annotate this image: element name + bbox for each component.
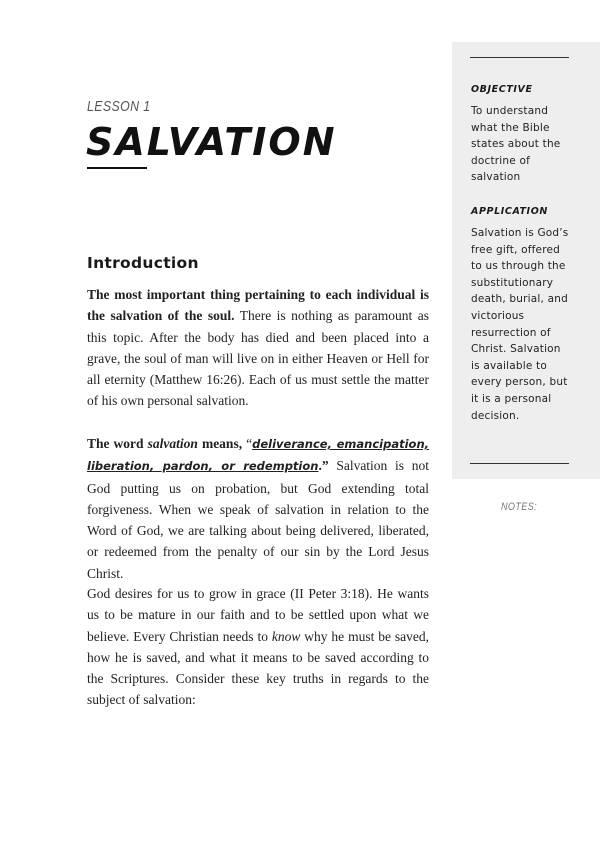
notes-label: NOTES:: [501, 501, 538, 513]
title-underline: [87, 167, 147, 169]
salvation-definition: deliverance, emancipation, liberation, pardon, or redemption: [87, 437, 429, 474]
paragraph-1: [87, 284, 429, 412]
paragraph-2-lead: [87, 436, 242, 451]
paragraph-3-end: why he must be saved, how he is saved, and what it means to be saved according to the Scriptures. Consider these key truths in regards to the subject of salvation:: [87, 628, 429, 708]
lesson-title: SALVATION: [86, 120, 337, 164]
paragraph-1-lead: The most important thing pertaining to each individual is the salvation of the soul.: [87, 287, 429, 324]
paragraph-2: [87, 433, 429, 584]
section-heading-introduction: Introduction: [87, 254, 199, 272]
paragraph-2-lead-start: The word: [87, 436, 148, 451]
sidebar-top-rule: [470, 57, 569, 58]
objective-text: To understand what the Bible states about the doctrine of salvation: [471, 105, 561, 184]
lesson-label: LESSON 1: [87, 98, 151, 115]
paragraph-3: [87, 583, 429, 711]
objective-heading: OBJECTIVE: [471, 84, 533, 95]
paragraph-2-body: Salvation is not God putting us on probation, but God extending total forgiveness. When we speak of salvation in relation to the Word of God, we are talking about being delivered, liberated, or redeemed from the penalty of our sin by the Lord Jesus Christ.: [87, 458, 430, 581]
emphasis-know: know: [271, 628, 301, 644]
paragraph-1-body: There is nothing as paramount as this topic. After the body has died and been placed into a grave, the soul of man will live on in either Heaven or Hell for all eternity (Matthew 16:26). Each of us must settle the matter of his own personal salvation.: [87, 308, 429, 409]
term-salvation: salvation: [147, 436, 198, 451]
application-heading: APPLICATION: [471, 206, 548, 217]
paragraph-2-lead-end: means,: [197, 436, 243, 451]
sidebar-bottom-rule: [470, 463, 569, 464]
paragraph-3-start: God desires for us to grow in grace (II Peter 3:18). He wants us to be mature in our faith and to be settled upon what we believe. Every Christian needs to: [87, 586, 429, 644]
application-text: Salvation is God’s free gift, offered to us through the substitutionary death, burial, and victorious resurrection of Christ. Salvation is available to every person, but it is a personal decision.: [471, 227, 569, 422]
close-quote: .”: [318, 458, 329, 474]
open-quote: “: [242, 436, 253, 451]
